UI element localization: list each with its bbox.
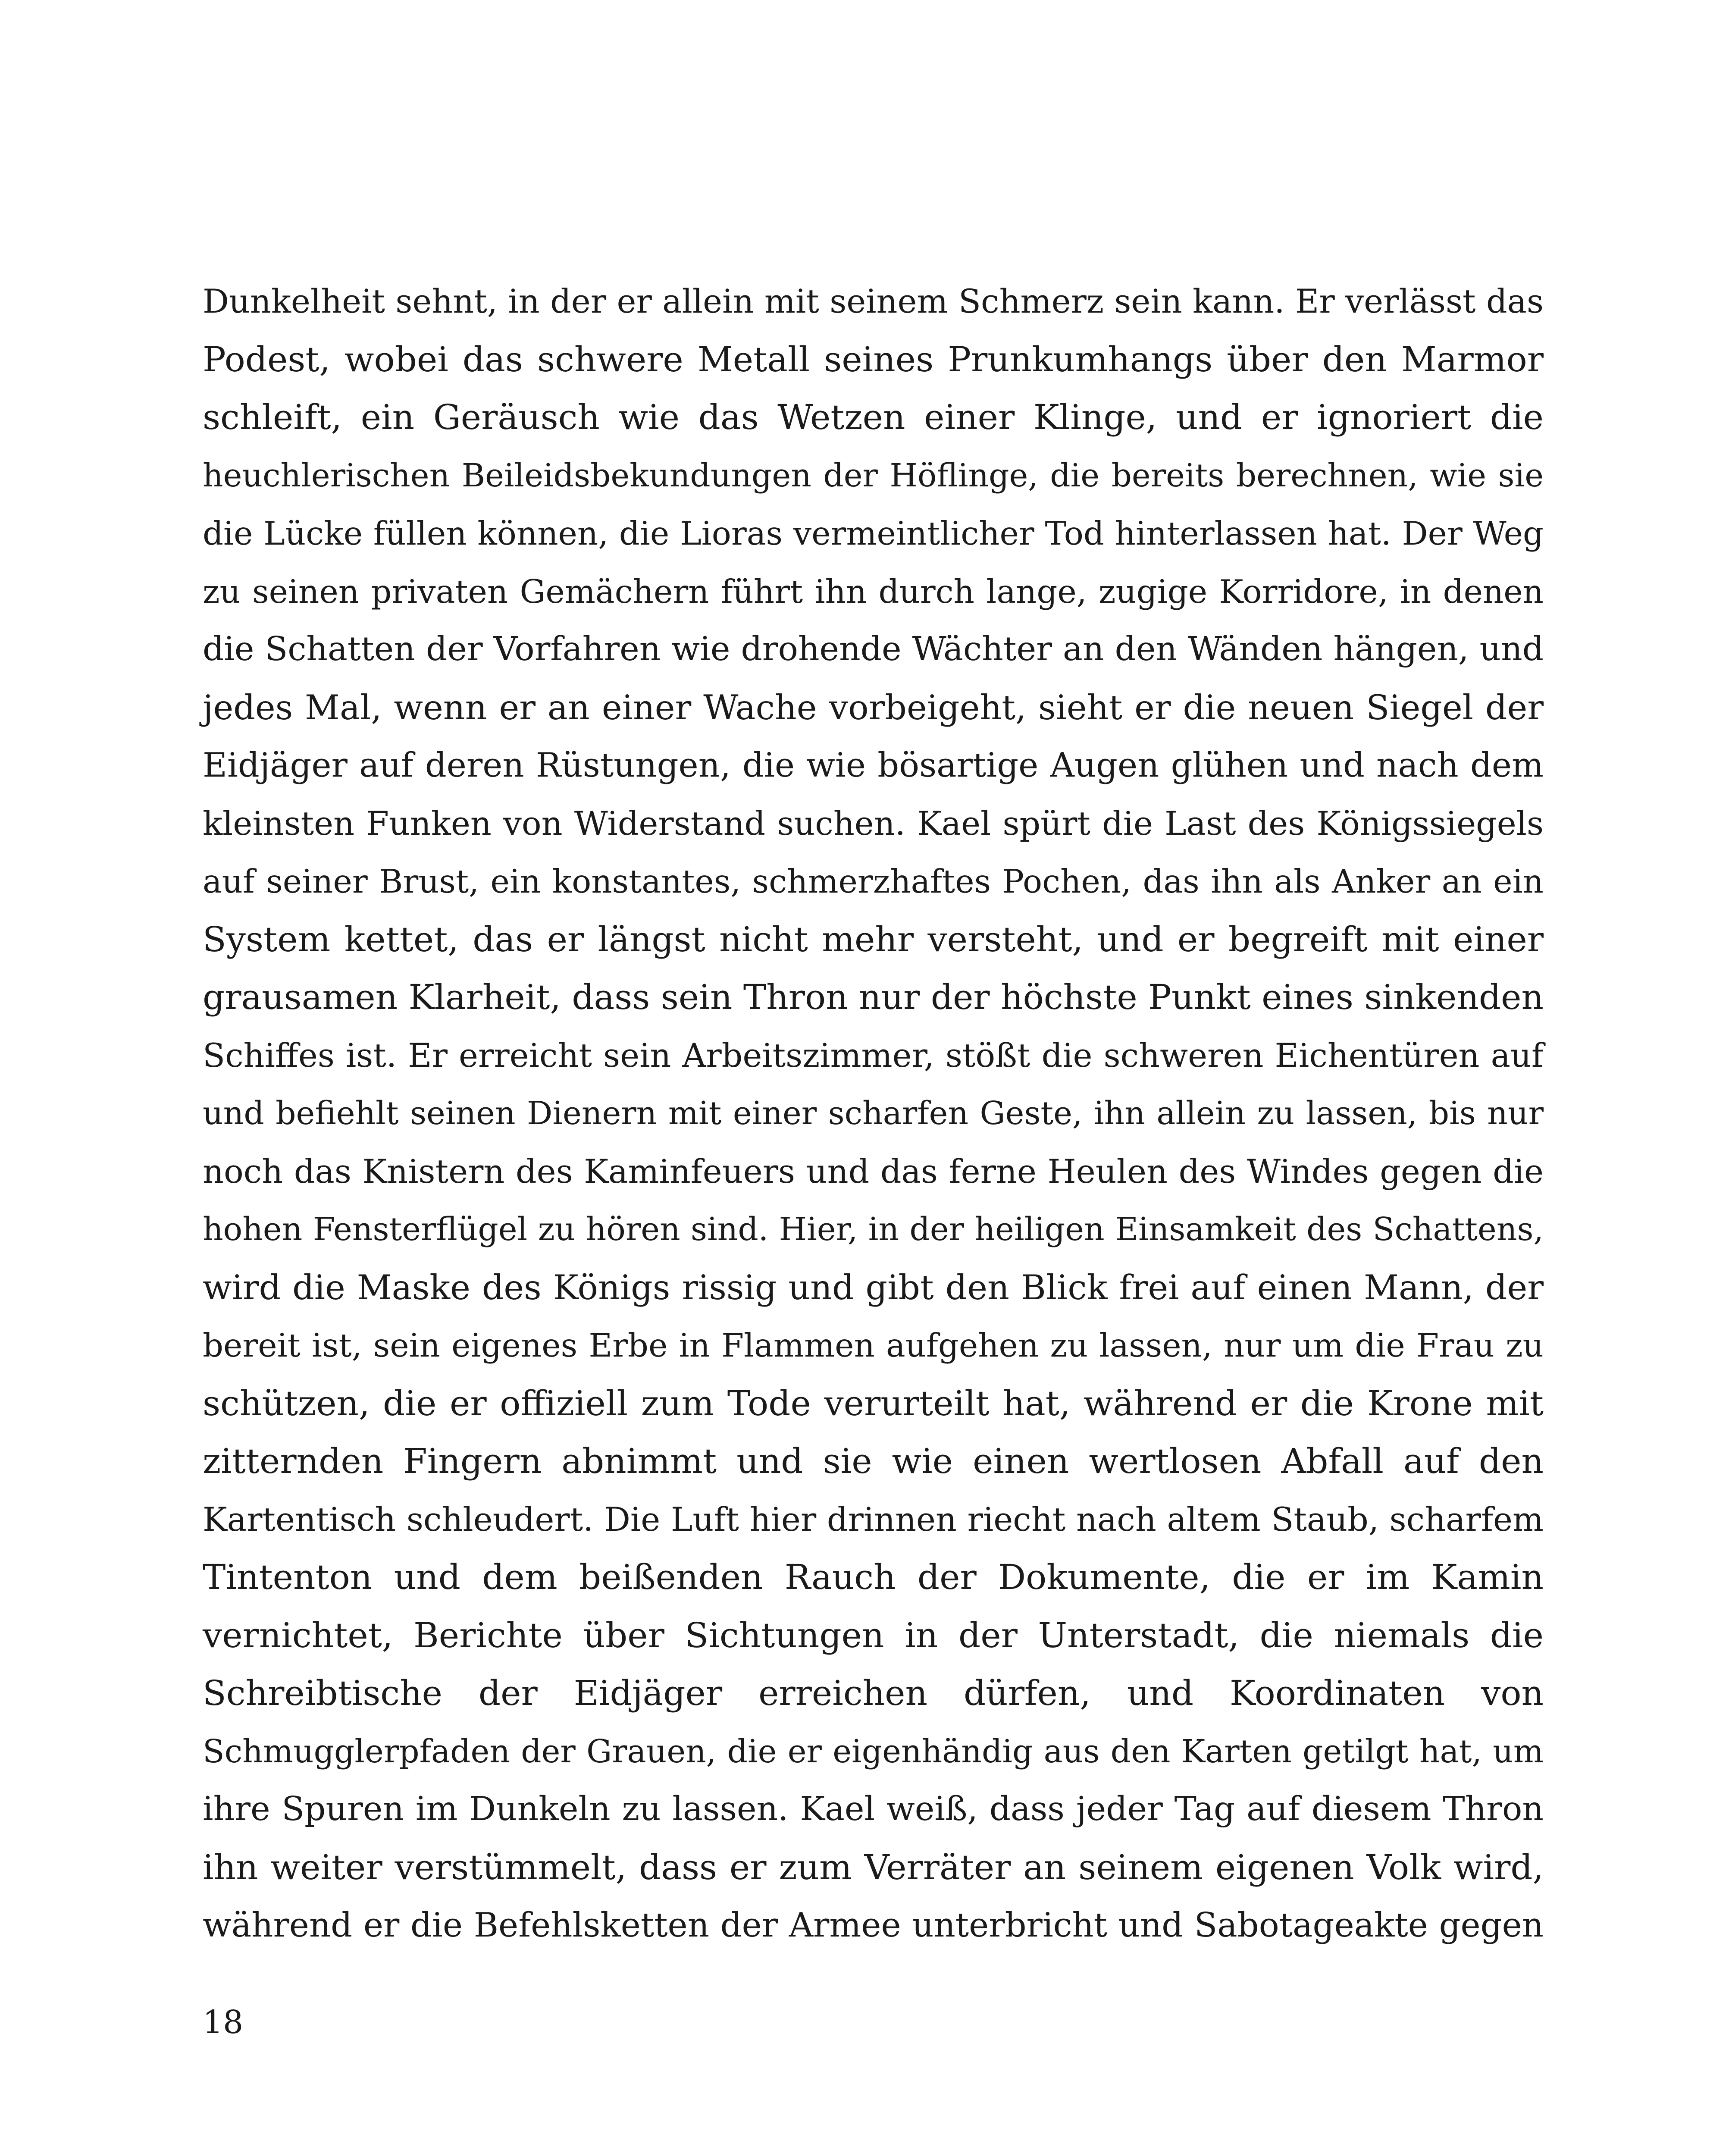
text-line: schleift, ein Geräusch wie das Wetzen einer Klinge, und er ignoriert die xyxy=(203,397,1544,437)
text-line: Eidjäger auf deren Rüstungen, die wie bösartige Augen glühen und nach dem xyxy=(203,746,1544,785)
text-line: die Schatten der Vorfahren wie drohende Wächter an den Wänden hängen, und xyxy=(203,630,1544,668)
text-line: kleinsten Funken von Widerstand suchen. Kael spürt die Last des Königssiegels xyxy=(203,804,1544,843)
text-line: schützen, die er offiziell zum Tode verurteilt hat, während er die Krone mit xyxy=(203,1383,1544,1423)
text-line: und befiehlt seinen Dienern mit einer scharfen Geste, ihn allein zu lassen, bis nur xyxy=(203,1095,1544,1132)
text-line: Schiffes ist. Er erreicht sein Arbeitszimmer, stößt die schweren Eichentüren auf xyxy=(203,1036,1544,1075)
text-line: Tintenton und dem beißenden Rauch der Dokumente, die er im Kamin xyxy=(203,1557,1544,1597)
text-line: zu seinen privaten Gemächern führt ihn durch lange, zugige Korridore, in denen xyxy=(203,572,1544,611)
body-text xyxy=(203,273,1544,1955)
text-line: Kartentisch schleudert. Die Luft hier drinnen riecht nach altem Staub, scharfem xyxy=(203,1500,1544,1539)
text-line: noch das Knistern des Kaminfeuers und das ferne Heulen des Windes gegen die xyxy=(203,1152,1544,1191)
text-line: ihn weiter verstümmelt, dass er zum Verräter an seinem eigenen Volk wird, xyxy=(203,1847,1544,1887)
text-line: die Lücke füllen können, die Lioras vermeintlicher Tod hinterlassen hat. Der Weg xyxy=(203,514,1544,552)
text-line: jedes Mal, wenn er an einer Wache vorbeigeht, sieht er die neuen Siegel der xyxy=(203,687,1544,727)
text-line: wird die Maske des Königs rissig und gibt den Blick frei auf einen Mann, der xyxy=(203,1267,1544,1307)
text-line: System kettet, das er längst nicht mehr versteht, und er begreift mit einer xyxy=(203,919,1544,959)
text-line: Dunkelheit sehnt, in der er allein mit seinem Schmerz sein kann. Er verlässt das xyxy=(203,282,1544,320)
text-line: ihre Spuren im Dunkeln zu lassen. Kael weiß, dass jeder Tag auf diesem Thron xyxy=(203,1790,1544,1828)
text-line: bereit ist, sein eigenes Erbe in Flammen aufgehen zu lassen, nur um die Frau zu xyxy=(203,1326,1544,1364)
text-line: Podest, wobei das schwere Metall seines Prunkumhangs über den Marmor xyxy=(203,339,1544,379)
text-line: hohen Fensterflügel zu hören sind. Hier, in der heiligen Einsamkeit des Schattens, xyxy=(203,1211,1544,1248)
text-line: zitternden Fingern abnimmt und sie wie einen wertlosen Abfall auf den xyxy=(203,1441,1544,1481)
text-line: Schreibtische der Eidjäger erreichen dürfen, und Koordinaten von xyxy=(203,1673,1544,1713)
text-line: Schmugglerpfaden der Grauen, die er eigenhändig aus den Karten getilgt hat, um xyxy=(203,1733,1544,1770)
text-line: auf seiner Brust, ein konstantes, schmerzhaftes Pochen, das ihn als Anker an ein xyxy=(203,862,1544,900)
text-line: grausamen Klarheit, dass sein Thron nur der höchste Punkt eines sinkenden xyxy=(203,977,1544,1017)
text-line: heuchlerischen Beileidsbekundungen der Höflinge, die bereits berechnen, wie sie xyxy=(203,457,1544,494)
page-number: 18 xyxy=(203,2004,244,2041)
text-line: vernichtet, Berichte über Sichtungen in der Unterstadt, die niemals die xyxy=(203,1615,1544,1655)
text-line: während er die Befehlsketten der Armee unterbricht und Sabotageakte gegen xyxy=(203,1906,1544,1945)
